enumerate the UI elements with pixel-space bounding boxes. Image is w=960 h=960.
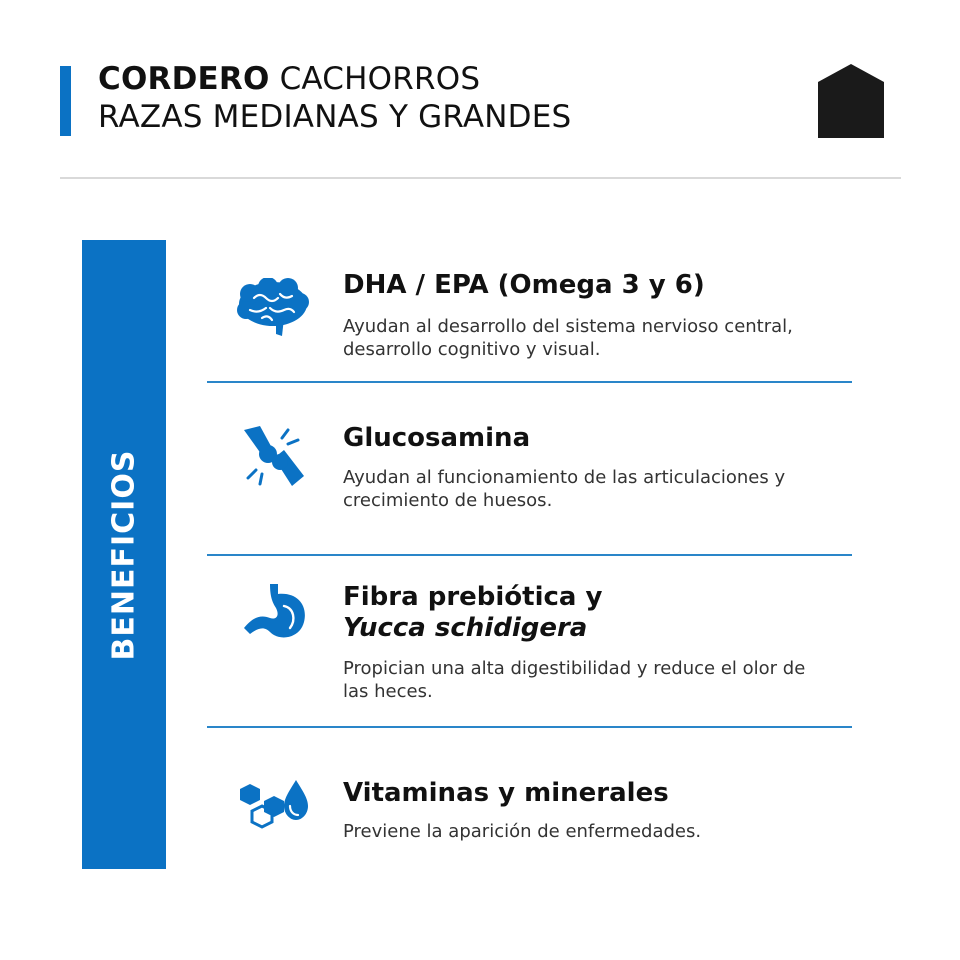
benefit-separator-3	[207, 726, 852, 728]
benefit-title-vitaminas: Vitaminas y minerales	[343, 778, 669, 808]
page-title	[98, 60, 571, 136]
title-accent-bar	[60, 66, 71, 136]
benefit-title-fibra	[343, 582, 602, 644]
benefit-separator-1	[207, 381, 852, 383]
molecule-drop-icon	[238, 778, 310, 830]
benefit-title-fibra-main: Fibra prebiótica y	[343, 582, 603, 612]
benefit-desc-glucosamina: Ayudan al funcionamiento de las articulaciones y crecimiento de huesos.	[343, 467, 786, 511]
benefit-desc-vitaminas: Previene la aparición de enfermedades.	[343, 821, 702, 842]
stomach-icon	[240, 584, 308, 642]
header-divider	[60, 177, 901, 179]
benefit-title-dha: DHA / EPA (Omega 3 y 6)	[343, 270, 705, 300]
brain-icon	[236, 278, 310, 338]
benefits-side-label: BENEFICIOS	[106, 449, 142, 661]
house-shape-icon	[818, 64, 884, 138]
benefit-separator-2	[207, 554, 852, 556]
joint-icon	[238, 424, 308, 488]
title-bold: CORDERO	[98, 61, 270, 97]
benefit-title-glucosamina: Glucosamina	[343, 423, 531, 453]
page-subtitle: RAZAS MEDIANAS Y GRANDES	[98, 99, 572, 135]
benefit-desc-dha: Ayudan al desarrollo del sistema nervioso central, desarrollo cognitivo y visual.	[343, 316, 793, 360]
title-rest: CACHORROS	[269, 61, 481, 97]
benefit-desc-fibra: Propician una alta digestibilidad y reduce el olor de las heces.	[343, 658, 806, 702]
benefit-title-fibra-italic: Yucca schidigera	[343, 613, 588, 643]
